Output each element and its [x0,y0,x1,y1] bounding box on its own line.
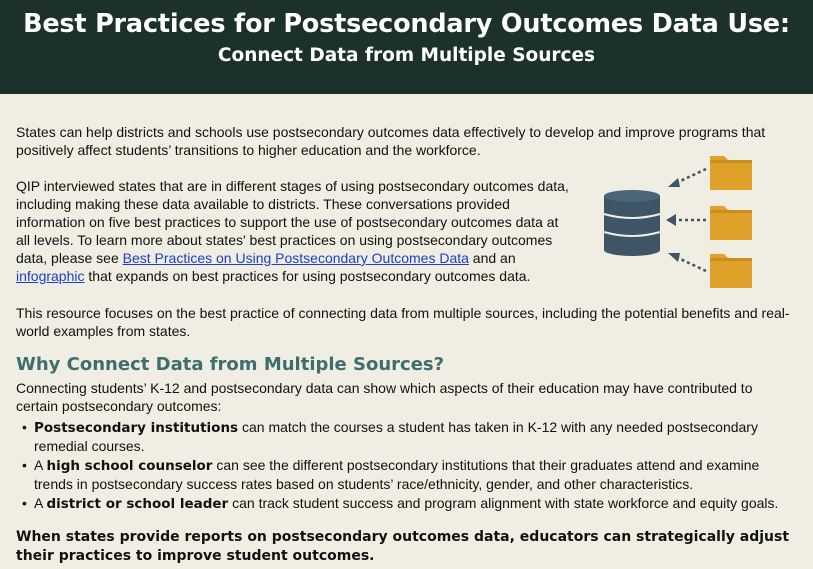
qip-paragraph [16,177,576,285]
best-practices-link[interactable]: Best Practices on Using Postsecondary Outcomes Data [122,250,469,266]
benefits-list [16,418,796,514]
qip-text-2: and an [468,250,516,266]
closing-statement: When states provide reports on postsecondary outcomes data, educators can strategically adjust their practices to improve student outcomes. [16,529,790,564]
bullet-text: can track student success and program alignment with state workforce and equity goals. [228,495,779,511]
intro-paragraph: States can help districts and schools use postsecondary outcomes data effectively to develop and improve programs that positively affect students’ transitions to higher education and the workforce. [16,124,766,158]
folder-icon [710,156,752,288]
data-sources-illustration [598,150,758,290]
arrowhead-icon [666,178,680,262]
bullet-icon: • [22,457,27,473]
infographic-link[interactable]: infographic [16,268,85,284]
list-item [16,494,796,513]
header-banner [0,0,813,94]
bullet-prefix: A [34,495,47,511]
bullet-icon: • [22,495,27,511]
bullet-bold: high school counselor [46,458,213,474]
bullet-bold: Postsecondary institutions [34,420,239,436]
bullet-text: can see the different postsecondary institutions that their graduates attend and examine trends in postsecondary success rates based on students’ race/ethnicity, gender, and other characteristics. [34,457,760,492]
focus-paragraph: This resource focuses on the best practice of connecting data from multiple sources, including the potential benefits and real-world examples from states. [16,305,790,339]
bullet-prefix: A [34,457,47,473]
list-item [16,418,796,455]
section-title: Why Connect Data from Multiple Sources? [16,354,445,375]
section-lead: Connecting students’ K-12 and postsecondary data can show which aspects of their education may have contributed to certain postsecondary outcomes: [16,380,753,414]
page-subtitle: Connect Data from Multiple Sources [217,45,596,66]
database-icon [604,190,660,256]
bullet-text: can match the courses a student has taken in K-12 with any needed postsecondary remedial courses. [34,419,758,454]
bullet-icon: • [22,419,27,435]
qip-text-1: QIP interviewed states that are in different stages of using postsecondary outcomes data, including making these data available to districts. These conversations provided information on five best practices to support the use of postsecondary outcomes data at all levels. To learn more about states' best practices on using postsecondary outcomes data, please see [16,178,569,266]
list-item [16,456,796,493]
qip-text-3: that expands on best practices for using postsecondary outcomes data. [84,268,531,284]
page-title: Best Practices for Postsecondary Outcomes Data Use: [23,9,790,39]
bullet-bold: district or school leader [46,496,229,512]
